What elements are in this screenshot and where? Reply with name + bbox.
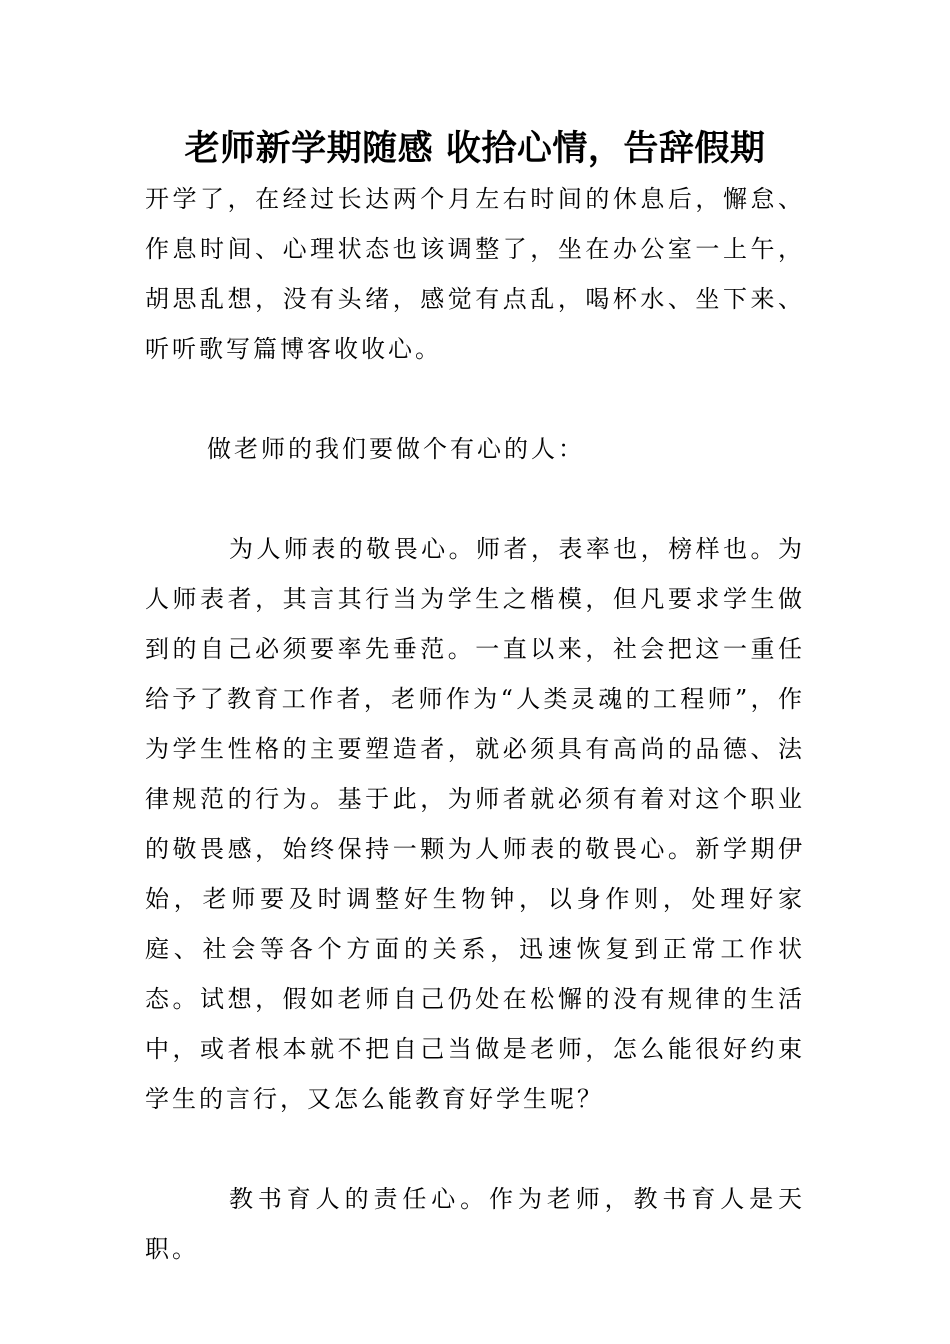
paragraph-role-model: 为人师表的敬畏心。师者，表率也，榜样也。为人师表者，其言其行当为学生之楷模，但凡要求学生做到的自己必须要率先垂范。一直以来，社会把这一重任给予了教育工作者，老师作为“人类灵魂的工程师”，作为学生性格的主要塑造者，就必须具有高尚的品德、法律规范的行为。基于此，为师者就必须有着对这个职业的敬畏感，始终保持一颗为人师表的敬畏心。新学期伊始，老师要及时调整好生物钟，以身作则，处理好家庭、社会等各个方面的关系，迅速恢复到正常工作状态。试想，假如老师自己仍处在松懈的没有规律的生活中，或者根本就不把自己当做是老师，怎么能很好约束学生的言行，又怎么能教育好学生呢？	[145, 535, 805, 1113]
paragraph-heading-heart: 做老师的我们要做个有心的人：	[207, 435, 585, 463]
paragraph-spacer	[145, 474, 805, 524]
document-body	[145, 174, 805, 1274]
paragraph-intro: 开学了，在经过长达两个月左右时间的休息后，懈怠、作息时间、心理状态也该调整了，坐在办公室一上午，胡思乱想，没有头绪，感觉有点乱，喝杯水、坐下来、听听歌写篇博客收收心。	[145, 185, 805, 363]
paragraph-responsibility: 教书育人的责任心。作为老师，教书育人是天职。	[145, 1185, 805, 1263]
paragraph-spacer	[145, 1124, 805, 1174]
document-title: 老师新学期随感 收拾心情，告辞假期	[184, 129, 766, 169]
paragraph-spacer	[145, 374, 805, 424]
